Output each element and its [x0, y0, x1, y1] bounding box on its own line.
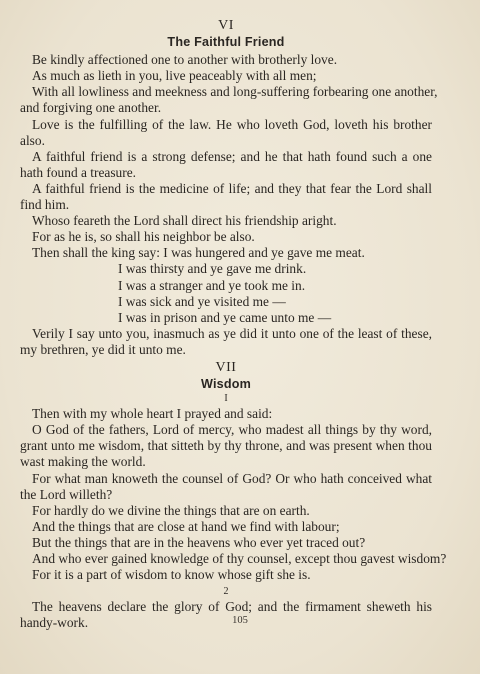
text-line: Love is the fulfilling of the law. He who loveth God, loveth his brother	[32, 116, 432, 132]
text-line: grant unto me wisdom, that sitteth by thy throne, and was present when thou	[20, 438, 432, 454]
text-line: And who ever gained knowledge of thy counsel, except thou gavest wisdom?	[32, 551, 447, 566]
text-line: A faithful friend is the medicine of life; and they that fear the Lord shall	[32, 180, 432, 196]
text-line: Be kindly affectioned one to another with brotherly love.	[32, 52, 338, 68]
text-line: But the things that are in the heavens who ever yet traced out?	[32, 534, 366, 550]
section-number: 2	[223, 586, 229, 598]
text-line: and forgiving one another.	[20, 100, 162, 116]
text-line: find him.	[20, 197, 70, 213]
text-line: I was in prison and ye came unto me —	[118, 309, 332, 325]
text-line: I was a stranger and ye took me in.	[118, 277, 306, 293]
text-line: A faithful friend is a strong defense; and he that hath found such a one	[32, 148, 432, 164]
text-line: As much as lieth in you, live peaceably with all men;	[32, 68, 317, 84]
text-line: I was thirsty and ye gave me drink.	[118, 261, 307, 277]
text-line: handy-work.	[20, 615, 89, 631]
text-line: And the things that are close at hand we find with labour;	[32, 518, 340, 534]
chapter-body	[20, 52, 438, 358]
text-line: the Lord willeth?	[20, 486, 113, 502]
text-line: Then shall the king say: I was hungered and ye gave me meat.	[32, 245, 365, 261]
section-body	[20, 406, 447, 583]
text-line: With all lowliness and meekness and long-suffering forbearing one another,	[32, 84, 438, 100]
text-line: Verily I say unto you, inasmuch as ye did it unto one of the least of these,	[32, 325, 432, 341]
section-number: I	[224, 393, 228, 405]
text-line: For what man knoweth the counsel of God? Or who hath conceived what	[32, 470, 432, 486]
page-text	[20, 18, 447, 631]
text-line: also.	[20, 132, 45, 148]
chapter-title: The Faithful Friend	[167, 35, 285, 50]
text-line: I was sick and ye visited me —	[118, 293, 286, 309]
chapter-title: Wisdom	[200, 377, 252, 392]
chapter-number: VII	[215, 359, 237, 375]
text-line: For it is a part of wisdom to know whose gift she is.	[32, 567, 311, 583]
text-line: For hardly do we divine the things that are on earth.	[32, 502, 310, 518]
text-line: The heavens declare the glory of God; and the firmament sheweth his	[32, 599, 432, 615]
text-line: my brethren, ye did it unto me.	[20, 341, 186, 357]
text-line: O God of the fathers, Lord of mercy, who madest all things by thy word,	[32, 422, 432, 438]
text-line: Then with my whole heart I prayed and said:	[32, 406, 273, 422]
text-line: wast making the world.	[20, 454, 146, 470]
page-number: 105	[232, 615, 248, 626]
text-line: Whoso feareth the Lord shall direct his friendship aright.	[32, 213, 337, 229]
chapter-number: VI	[218, 18, 234, 33]
text-line: hath found a treasure.	[20, 164, 137, 180]
text-line: For as he is, so shall his neighbor be also.	[32, 229, 255, 245]
